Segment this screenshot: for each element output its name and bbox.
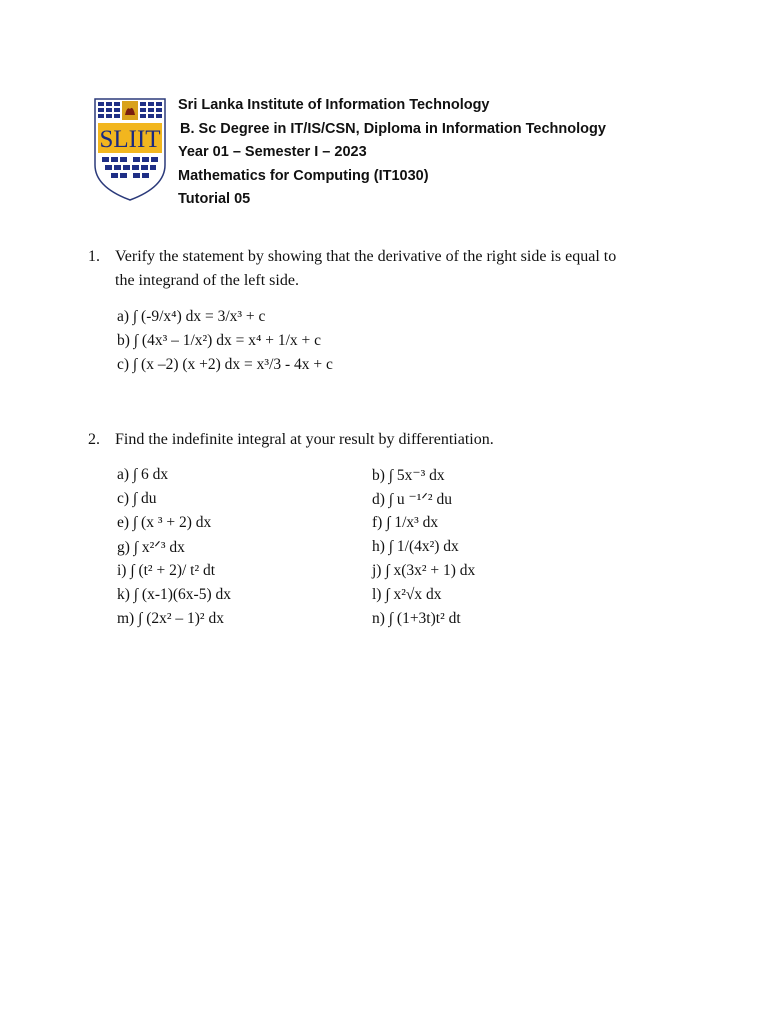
year-semester: Year 01 – Semester I – 2023 bbox=[178, 144, 367, 160]
q2-item-n: n) ∫ (1+3t)t² dt bbox=[372, 610, 461, 627]
degree-line: B. Sc Degree in IT/IS/CSN, Diploma in Information Technology bbox=[180, 120, 606, 137]
question-1-stem-line1: Verify the statement by showing that the derivative of the right side is equal to bbox=[115, 248, 617, 265]
logo-text: SLIIT bbox=[99, 126, 161, 153]
q2-item-f: f) ∫ 1/x³ dx bbox=[372, 514, 439, 531]
question-2-stem: Find the indefinite integral at your result by differentiation. bbox=[115, 431, 494, 448]
q2-item-e: e) ∫ (x ³ + 2) dx bbox=[117, 514, 212, 531]
q2-item-i: i) ∫ (t² + 2)/ t² dt bbox=[117, 562, 216, 579]
q1-item-a: a) ∫ (-9/x⁴) dx = 3/x³ + c bbox=[117, 308, 266, 325]
q1-item-c: c) ∫ (x –2) (x +2) dx = x³/3 - 4x + c bbox=[117, 356, 333, 373]
module-name: Mathematics for Computing (IT1030) bbox=[178, 167, 429, 184]
q2-item-h: h) ∫ 1/(4x²) dx bbox=[372, 538, 459, 555]
q2-item-a: a) ∫ 6 dx bbox=[117, 466, 169, 483]
q2-item-l: l) ∫ x²√x dx bbox=[372, 586, 442, 603]
q2-item-j: j) ∫ x(3x² + 1) dx bbox=[372, 562, 476, 579]
question-1-number: 1. bbox=[88, 248, 100, 265]
question-1-stem bbox=[115, 245, 675, 293]
q1-item-b: b) ∫ (4x³ – 1/x²) dx = x⁴ + 1/x + c bbox=[117, 332, 322, 349]
q2-item-d: d) ∫ u ⁻¹ᐟ² du bbox=[372, 491, 452, 508]
question-1-stem-line2: the integrand of the left side. bbox=[115, 272, 299, 289]
question-2-number: 2. bbox=[88, 431, 100, 448]
q2-item-b: b) ∫ 5x⁻³ dx bbox=[372, 467, 445, 484]
tutorial-number: Tutorial 05 bbox=[178, 191, 251, 207]
sliit-logo bbox=[94, 97, 166, 201]
q2-item-g: g) ∫ x²ᐟ³ dx bbox=[117, 539, 185, 556]
document-header bbox=[178, 94, 606, 212]
q2-item-c: c) ∫ du bbox=[117, 490, 157, 507]
q2-item-k: k) ∫ (x-1)(6x-5) dx bbox=[117, 586, 232, 603]
q2-item-m: m) ∫ (2x² – 1)² dx bbox=[117, 610, 224, 627]
institute-name: Sri Lanka Institute of Information Technology bbox=[178, 97, 490, 113]
